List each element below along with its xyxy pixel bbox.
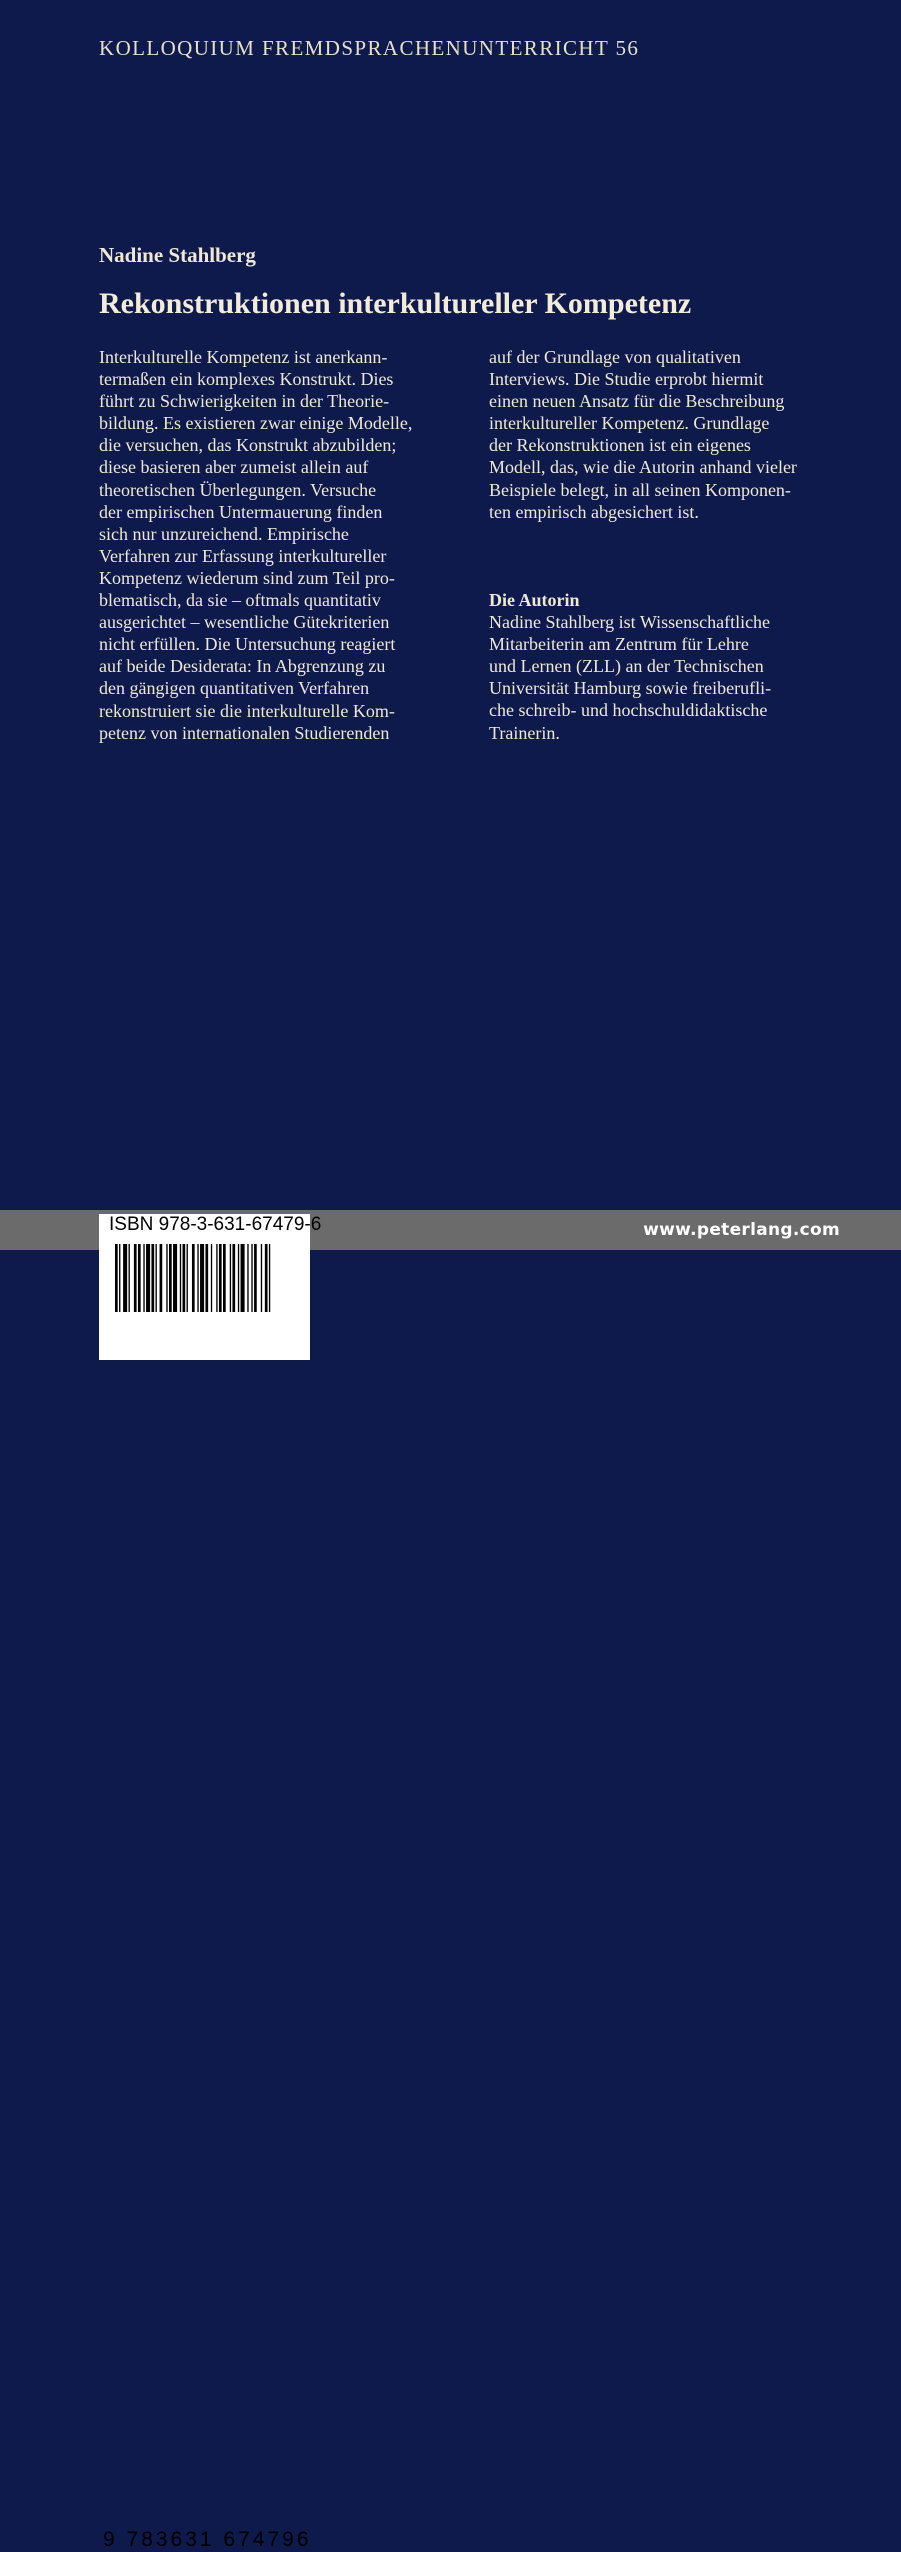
blurb-line: theoretischen Überlegungen. Versuche bbox=[99, 479, 377, 500]
blurb-line: Interviews. Die Studie erprobt hiermit bbox=[489, 369, 764, 390]
barcode-area bbox=[99, 1214, 322, 2551]
blurb-left-column bbox=[99, 346, 459, 744]
book-title: Rekonstruktionen interkultureller Kompetenz bbox=[99, 287, 692, 320]
about-author-line: Mitarbeiterin am Zentrum für Lehre bbox=[489, 634, 749, 655]
about-author-line: und Lernen (ZLL) an der Technischen bbox=[489, 656, 764, 677]
blurb-line: diese basieren aber zumeist allein auf bbox=[99, 457, 369, 478]
blurb-line: der empirischen Untermauerung finden bbox=[99, 501, 383, 522]
about-author-line: che schreib- und hochschuldidaktische bbox=[489, 700, 768, 721]
blurb-line: blematisch, da sie – oftmals quantitativ bbox=[99, 590, 381, 611]
blurb-line: der Rekonstruktionen ist ein eigenes bbox=[489, 435, 751, 456]
about-author-heading: Die Autorin bbox=[489, 590, 580, 610]
blurb-line: führt zu Schwierigkeiten in der Theorie- bbox=[99, 391, 390, 412]
blurb-line: interkultureller Kompetenz. Grundlage bbox=[489, 413, 770, 434]
blurb-line: den gängigen quantitativen Verfahren bbox=[99, 678, 370, 699]
blurb-line: Verfahren zur Erfassung interkultureller bbox=[99, 545, 387, 566]
blurb-line: Modell, das, wie die Autorin anhand vieler bbox=[489, 457, 797, 478]
blurb-line: ausgerichtet – wesentliche Gütekriterien bbox=[99, 612, 390, 633]
barcode-graphic bbox=[99, 1244, 310, 1348]
author-name: Nadine Stahlberg bbox=[99, 243, 256, 267]
publisher-website: www.peterlang.com bbox=[643, 1220, 840, 1240]
series-title: KOLLOQUIUM FREMDSPRACHENUNTERRICHT 56 bbox=[99, 36, 640, 60]
blurb-line: bildung. Es existieren zwar einige Modelle, bbox=[99, 413, 413, 434]
blurb-line: Beispiele belegt, in all seinen Komponen- bbox=[489, 479, 791, 500]
blurb-line: Interkulturelle Kompetenz ist anerkann- bbox=[99, 347, 388, 367]
blurb-line: termaßen ein komplexes Konstrukt. Dies bbox=[99, 369, 394, 390]
ean-digits: 9 783631 674796 bbox=[103, 2528, 312, 2551]
about-author-line: Nadine Stahlberg ist Wissenschaftliche bbox=[489, 612, 771, 633]
blurb-line: einen neuen Ansatz für die Beschreibung bbox=[489, 391, 785, 412]
isbn-label: ISBN 978-3-631-67479-6 bbox=[109, 1214, 322, 1235]
blurb-line: petenz von internationalen Studierenden bbox=[99, 722, 390, 743]
blurb-line: auf der Grundlage von qualitativen bbox=[489, 347, 741, 367]
about-author-section bbox=[489, 589, 771, 744]
blurb-line: Kompetenz wiederum sind zum Teil pro- bbox=[99, 567, 395, 588]
about-author-line: Universität Hamburg sowie freiberufli- bbox=[489, 678, 772, 699]
blurb-line: die versuchen, das Konstrukt abzubilden; bbox=[99, 435, 397, 456]
blurb-line: auf beide Desiderata: In Abgrenzung zu bbox=[99, 656, 386, 677]
blurb-line: ten empirisch abgesichert ist. bbox=[489, 501, 699, 522]
blurb-line: nicht erfüllen. Die Untersuchung reagiert bbox=[99, 634, 396, 655]
about-author-line: Trainerin. bbox=[489, 722, 560, 743]
blurb-line: rekonstruiert sie die interkulturelle Kom- bbox=[99, 700, 395, 721]
blurb-right-column bbox=[489, 346, 849, 523]
blurb-line: sich nur unzureichend. Empirische bbox=[99, 523, 349, 544]
